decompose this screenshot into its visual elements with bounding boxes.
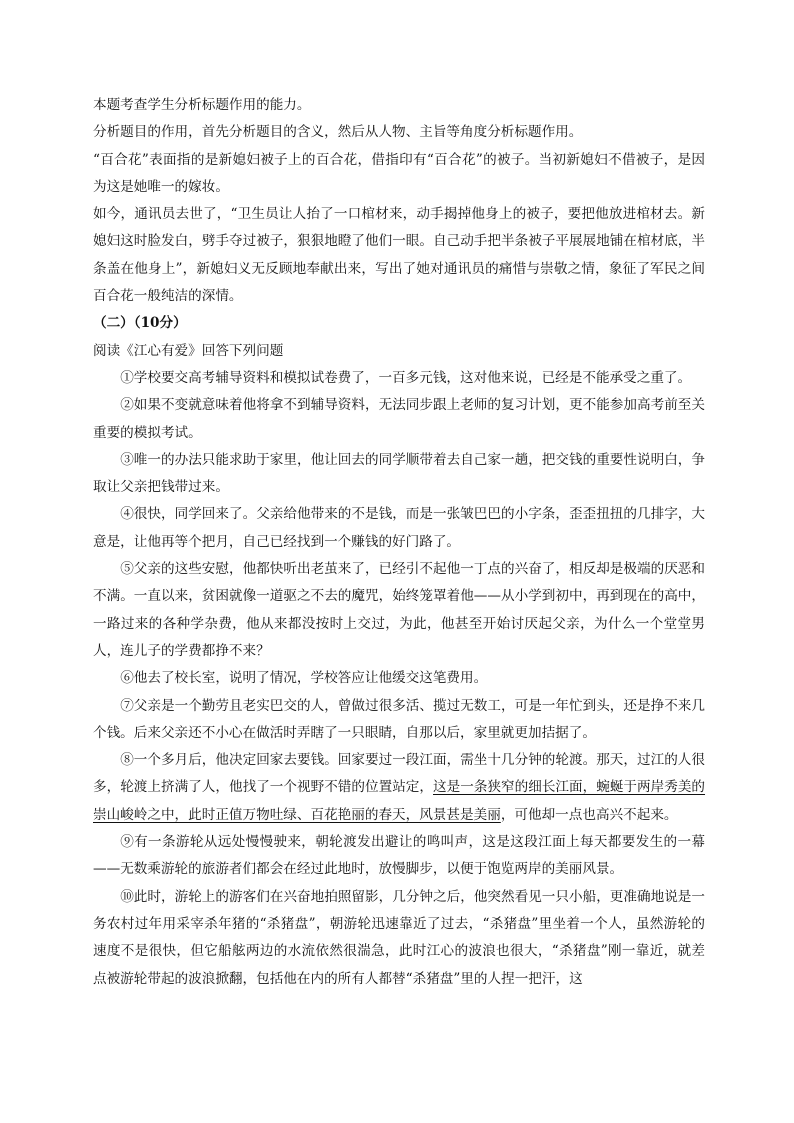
story-paragraph-8 bbox=[93, 747, 705, 829]
story-paragraph-10: ⑩此时，游轮上的游客们在兴奋地拍照留影，几分钟之后，他突然看见一只小船，更准确地说是一务农村过年用采宰杀年猪的“杀猪盘”，朝游轮迅速靠近了过去，“杀猪盘”里坐着一个人，虽然游轮的速度不是很快，但它船舷两边的水流依然很湍急，此时江心的波浪也很大，“杀猪盘”刚一靠近，就差点被游轮带起的波浪掀翻，包括他在内的所有人都替“杀猪盘”里的人捏一把汗，这 bbox=[93, 888, 705, 987]
story-paragraph-2: ②如果不变就意味着他将拿不到辅导资料，无法同步跟上老师的复习计划，更不能参加高考前至关重要的模拟考试。 bbox=[93, 397, 705, 441]
story-paragraph-3: ③唯一的办法只能求助于家里，他让回去的同学顺带着去自己家一趟，把交钱的重要性说明白，争取让父亲把钱带过来。 bbox=[93, 451, 705, 496]
analysis-line-2: 分析题目的作用，首先分析题目的含义，然后从人物、主旨等角度分析标题作用。 bbox=[93, 124, 583, 141]
story-paragraph-6: ⑥他去了校长室，说明了情况，学校答应让他缓交这笔费用。 bbox=[120, 670, 488, 687]
analysis-paragraph-3: “百合花”表面指的是新媳妇被子上的百合花，借指印有“百合花”的被子。当初新媳妇不借被子，是因为这是她唯一的嫁妆。 bbox=[93, 151, 705, 195]
story-paragraph-4: ④很快，同学回来了。父亲给他带来的不是钱，而是一张皱巴巴的小字条，歪歪扭扭的几排字，大意是，让他再等个把月，自己已经找到一个赚钱的好门路了。 bbox=[93, 506, 705, 550]
story-paragraph-1: ①学校要交高考辅导资料和模拟试卷费了，一百多元钱，这对他来说，已经是不能承受之重了。 bbox=[120, 369, 692, 386]
underlined-sentence: 这是一条狭窄的细长江面，蜿蜒于两岸秀美的崇山峻岭之中，此时正值万物吐绿、百花艳丽的春天，风景甚是美丽 bbox=[93, 779, 706, 823]
story-paragraph-8-start: ⑧一个多月后，他决定回家去要钱。回家要过一段江面，需坐十几分钟的轮渡。那天，过江的人很多，轮渡上挤满了人，他找了一个视野不错的位置站定， bbox=[93, 752, 705, 796]
story-paragraph-5: ⑤父亲的这些安慰，他都快听出老茧来了，已经引不起他一丁点的兴奋了，相反却是极端的厌恶和不满。一直以来，贫困就像一道驱之不去的魔咒，始终笼罩着他——从小学到初中，再到现在的高中，一路过来的各种学杂费，他从来都没按时上交过，为此，他甚至开始讨厌起父亲，为什么一个堂堂男人，连儿子的学费都挣不来？ bbox=[93, 561, 705, 659]
story-paragraph-9: ⑨有一条游轮从远处慢慢驶来，朝轮渡发出避让的鸣叫声，这是这段江面上每天都要发生的一幕——无数乘游轮的旅游者们都会在经过此地时，放慢脚步，以便于饱览两岸的美丽风景。 bbox=[93, 834, 705, 878]
analysis-line-1: 本题考查学生分析标题作用的能力。 bbox=[93, 97, 311, 113]
section-heading: （二）（10分） bbox=[93, 315, 187, 332]
analysis-paragraph-4: 如今，通讯员去世了，“卫生员让人抬了一口棺材来，动手揭掉他身上的被子，要把他放进棺材去。新媳妇这时脸发白，劈手夺过被子，狠狠地瞪了他们一眼。自己动手把半条被子平展展地铺在棺材底，半条盖在他身上”，新媳妇义无反顾地奉献出来，写出了她对通讯员的痛惜与崇敬之情，象征了军民之间百合花一般纯洁的深情。 bbox=[93, 206, 705, 305]
document-page bbox=[93, 92, 705, 993]
reading-instruction: 阅读《江心有爱》回答下列问题 bbox=[93, 342, 284, 359]
story-paragraph-8-end: ，可他却一点也高兴不起来。 bbox=[500, 806, 678, 823]
story-paragraph-7: ⑦父亲是一个勤劳且老实巴交的人，曾做过很多活、揽过无数工，可是一年忙到头，还是挣不来几个钱。后来父亲还不小心在做活时弄瞎了一只眼睛，自那以后，家里就更加拮据了。 bbox=[93, 697, 705, 741]
